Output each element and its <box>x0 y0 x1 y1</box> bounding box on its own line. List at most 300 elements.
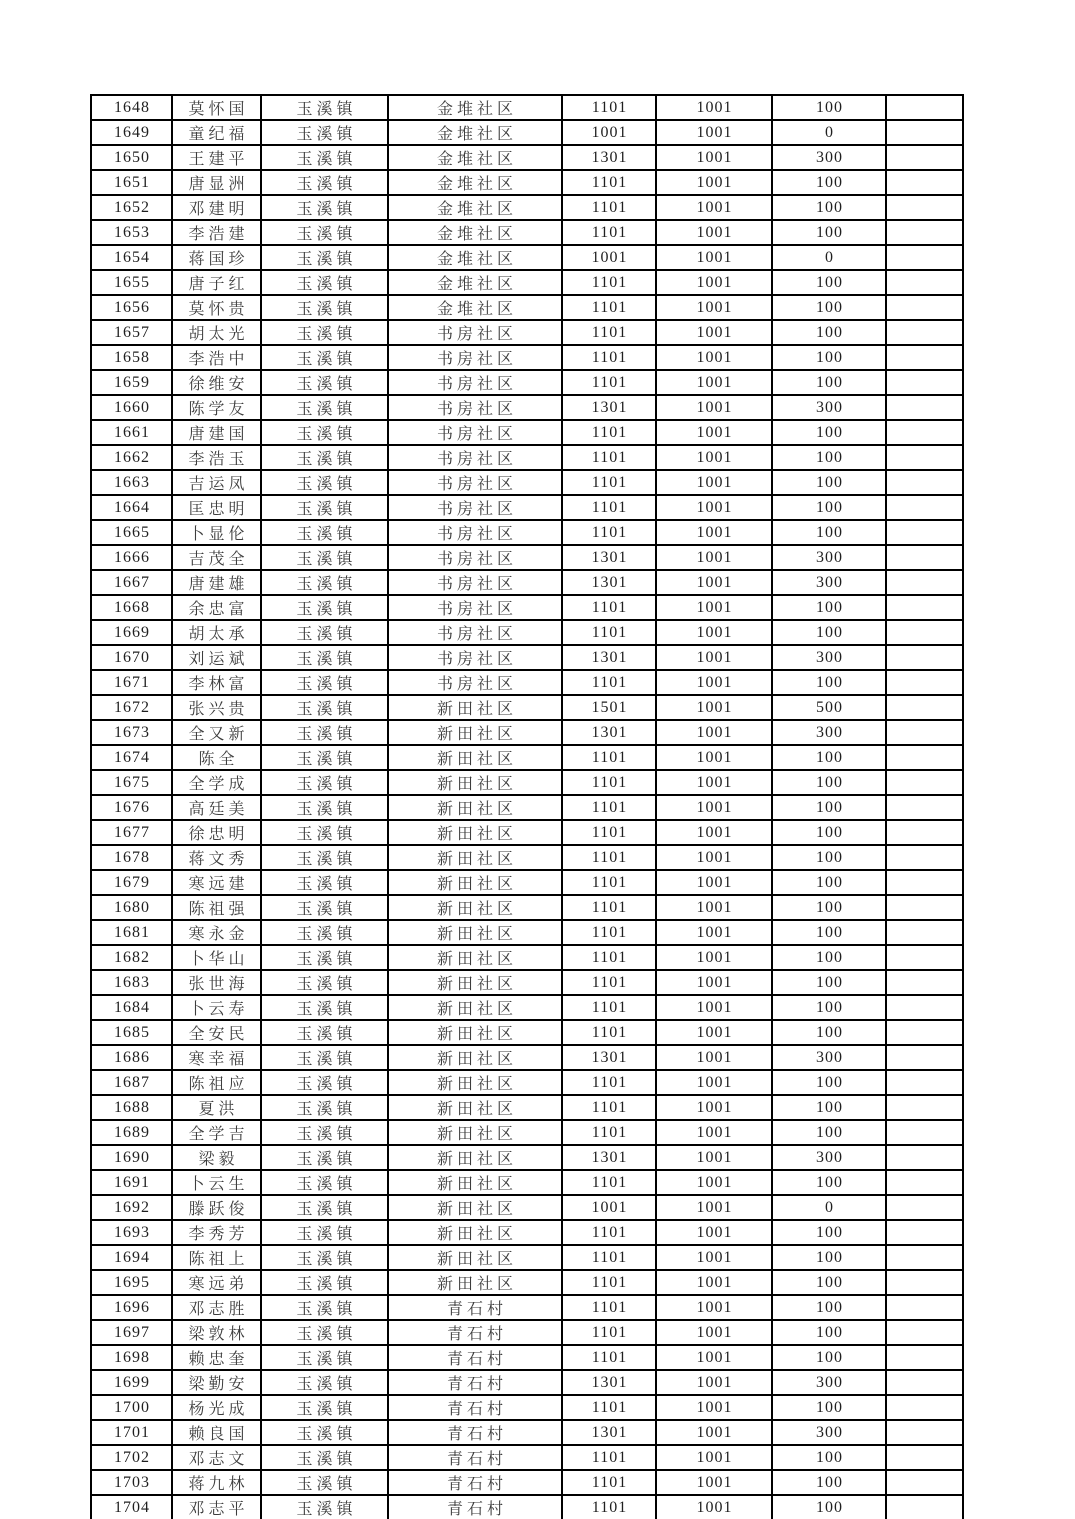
cell-amount-3: 300 <box>772 1370 886 1395</box>
cell-village: 金堆社区 <box>388 120 562 145</box>
table-row <box>91 1420 963 1445</box>
table-row <box>91 770 963 795</box>
cell-amount-3: 100 <box>772 170 886 195</box>
cell-blank <box>886 1245 963 1270</box>
table-row <box>91 595 963 620</box>
cell-person-name: 李浩建 <box>172 220 261 245</box>
cell-town: 玉溪镇 <box>261 1345 388 1370</box>
cell-person-name: 邓建明 <box>172 195 261 220</box>
cell-town: 玉溪镇 <box>261 95 388 120</box>
table-row <box>91 820 963 845</box>
cell-serial-number: 1672 <box>91 695 172 720</box>
cell-person-name: 莫怀国 <box>172 95 261 120</box>
cell-amount-2: 1001 <box>656 1220 772 1245</box>
cell-person-name: 陈祖上 <box>172 1245 261 1270</box>
cell-amount-3: 100 <box>772 820 886 845</box>
cell-town: 玉溪镇 <box>261 795 388 820</box>
cell-person-name: 蒋国珍 <box>172 245 261 270</box>
cell-amount-1: 1101 <box>562 1345 656 1370</box>
cell-amount-1: 1101 <box>562 995 656 1020</box>
cell-amount-2: 1001 <box>656 1095 772 1120</box>
cell-person-name: 夏洪 <box>172 1095 261 1120</box>
cell-amount-1: 1101 <box>562 895 656 920</box>
cell-person-name: 蒋文秀 <box>172 845 261 870</box>
cell-village: 新田社区 <box>388 945 562 970</box>
cell-town: 玉溪镇 <box>261 570 388 595</box>
cell-amount-3: 100 <box>772 1345 886 1370</box>
cell-amount-2: 1001 <box>656 1070 772 1095</box>
cell-amount-3: 100 <box>772 295 886 320</box>
cell-amount-3: 100 <box>772 795 886 820</box>
table-row <box>91 1495 963 1519</box>
cell-village: 金堆社区 <box>388 295 562 320</box>
cell-person-name: 梁敦林 <box>172 1320 261 1345</box>
cell-amount-2: 1001 <box>656 120 772 145</box>
table-row <box>91 970 963 995</box>
cell-amount-2: 1001 <box>656 595 772 620</box>
cell-amount-1: 1301 <box>562 1045 656 1070</box>
cell-serial-number: 1696 <box>91 1295 172 1320</box>
cell-town: 玉溪镇 <box>261 1395 388 1420</box>
cell-blank <box>886 845 963 870</box>
cell-person-name: 寒幸福 <box>172 1045 261 1070</box>
cell-amount-1: 1101 <box>562 1470 656 1495</box>
cell-amount-2: 1001 <box>656 1045 772 1070</box>
cell-person-name: 全学成 <box>172 770 261 795</box>
cell-serial-number: 1699 <box>91 1370 172 1395</box>
cell-blank <box>886 1170 963 1195</box>
cell-serial-number: 1653 <box>91 220 172 245</box>
cell-village: 新田社区 <box>388 1095 562 1120</box>
cell-town: 玉溪镇 <box>261 870 388 895</box>
cell-blank <box>886 1145 963 1170</box>
cell-amount-1: 1101 <box>562 1020 656 1045</box>
cell-serial-number: 1668 <box>91 595 172 620</box>
cell-amount-1: 1101 <box>562 1095 656 1120</box>
table-row <box>91 270 963 295</box>
table-row <box>91 95 963 120</box>
cell-village: 青石村 <box>388 1445 562 1470</box>
cell-amount-3: 0 <box>772 1195 886 1220</box>
cell-person-name: 匡忠明 <box>172 495 261 520</box>
cell-amount-2: 1001 <box>656 1170 772 1195</box>
cell-amount-2: 1001 <box>656 520 772 545</box>
cell-amount-1: 1101 <box>562 95 656 120</box>
cell-amount-2: 1001 <box>656 445 772 470</box>
cell-amount-1: 1101 <box>562 820 656 845</box>
table-row <box>91 570 963 595</box>
cell-amount-1: 1301 <box>562 720 656 745</box>
cell-village: 金堆社区 <box>388 145 562 170</box>
cell-person-name: 莫怀贵 <box>172 295 261 320</box>
cell-village: 新田社区 <box>388 1270 562 1295</box>
cell-amount-2: 1001 <box>656 545 772 570</box>
cell-person-name: 邓志胜 <box>172 1295 261 1320</box>
cell-serial-number: 1677 <box>91 820 172 845</box>
cell-person-name: 寒远弟 <box>172 1270 261 1295</box>
cell-serial-number: 1698 <box>91 1345 172 1370</box>
cell-amount-3: 100 <box>772 95 886 120</box>
cell-town: 玉溪镇 <box>261 1095 388 1120</box>
cell-amount-3: 300 <box>772 1420 886 1445</box>
cell-serial-number: 1663 <box>91 470 172 495</box>
cell-town: 玉溪镇 <box>261 1045 388 1070</box>
cell-town: 玉溪镇 <box>261 220 388 245</box>
cell-town: 玉溪镇 <box>261 820 388 845</box>
cell-amount-1: 1301 <box>562 570 656 595</box>
cell-blank <box>886 1370 963 1395</box>
cell-amount-2: 1001 <box>656 945 772 970</box>
cell-amount-1: 1101 <box>562 195 656 220</box>
cell-town: 玉溪镇 <box>261 295 388 320</box>
cell-amount-3: 100 <box>772 445 886 470</box>
cell-amount-3: 100 <box>772 1170 886 1195</box>
cell-blank <box>886 1020 963 1045</box>
cell-village: 新田社区 <box>388 1070 562 1095</box>
cell-amount-3: 300 <box>772 720 886 745</box>
cell-amount-3: 100 <box>772 495 886 520</box>
cell-village: 金堆社区 <box>388 195 562 220</box>
cell-village: 书房社区 <box>388 645 562 670</box>
cell-amount-2: 1001 <box>656 1495 772 1519</box>
cell-town: 玉溪镇 <box>261 770 388 795</box>
cell-amount-1: 1001 <box>562 1195 656 1220</box>
cell-amount-3: 100 <box>772 220 886 245</box>
cell-amount-3: 100 <box>772 1245 886 1270</box>
cell-serial-number: 1654 <box>91 245 172 270</box>
cell-village: 新田社区 <box>388 1220 562 1245</box>
cell-amount-1: 1101 <box>562 1170 656 1195</box>
cell-town: 玉溪镇 <box>261 845 388 870</box>
cell-serial-number: 1691 <box>91 1170 172 1195</box>
table-row <box>91 695 963 720</box>
cell-serial-number: 1686 <box>91 1045 172 1070</box>
cell-blank <box>886 95 963 120</box>
cell-amount-2: 1001 <box>656 920 772 945</box>
cell-amount-3: 100 <box>772 345 886 370</box>
cell-serial-number: 1657 <box>91 320 172 345</box>
cell-person-name: 张兴贵 <box>172 695 261 720</box>
cell-person-name: 杨光成 <box>172 1395 261 1420</box>
cell-person-name: 吉茂全 <box>172 545 261 570</box>
cell-amount-3: 100 <box>772 1320 886 1345</box>
cell-blank <box>886 870 963 895</box>
cell-person-name: 卜云寿 <box>172 995 261 1020</box>
cell-blank <box>886 270 963 295</box>
cell-amount-2: 1001 <box>656 1020 772 1045</box>
cell-amount-2: 1001 <box>656 195 772 220</box>
cell-amount-2: 1001 <box>656 1370 772 1395</box>
table-row <box>91 745 963 770</box>
cell-person-name: 陈学友 <box>172 395 261 420</box>
cell-amount-3: 100 <box>772 1070 886 1095</box>
cell-village: 新田社区 <box>388 895 562 920</box>
cell-town: 玉溪镇 <box>261 1495 388 1519</box>
cell-amount-1: 1101 <box>562 1220 656 1245</box>
cell-village: 书房社区 <box>388 470 562 495</box>
cell-serial-number: 1692 <box>91 1195 172 1220</box>
cell-amount-1: 1301 <box>562 645 656 670</box>
cell-village: 新田社区 <box>388 995 562 1020</box>
cell-person-name: 刘运斌 <box>172 645 261 670</box>
cell-blank <box>886 1220 963 1245</box>
cell-amount-1: 1001 <box>562 245 656 270</box>
cell-town: 玉溪镇 <box>261 945 388 970</box>
cell-amount-2: 1001 <box>656 320 772 345</box>
cell-serial-number: 1683 <box>91 970 172 995</box>
cell-amount-1: 1101 <box>562 295 656 320</box>
cell-amount-1: 1501 <box>562 695 656 720</box>
table-row <box>91 345 963 370</box>
table-row <box>91 620 963 645</box>
cell-town: 玉溪镇 <box>261 170 388 195</box>
cell-serial-number: 1661 <box>91 420 172 445</box>
cell-amount-1: 1101 <box>562 795 656 820</box>
cell-town: 玉溪镇 <box>261 120 388 145</box>
table-row <box>91 320 963 345</box>
cell-amount-3: 300 <box>772 395 886 420</box>
cell-serial-number: 1650 <box>91 145 172 170</box>
table-row <box>91 495 963 520</box>
cell-blank <box>886 1270 963 1295</box>
cell-town: 玉溪镇 <box>261 1195 388 1220</box>
cell-amount-1: 1101 <box>562 470 656 495</box>
cell-amount-3: 300 <box>772 1045 886 1070</box>
cell-serial-number: 1669 <box>91 620 172 645</box>
cell-amount-1: 1101 <box>562 670 656 695</box>
cell-town: 玉溪镇 <box>261 1170 388 1195</box>
cell-blank <box>886 470 963 495</box>
cell-blank <box>886 195 963 220</box>
table-row <box>91 1220 963 1245</box>
cell-blank <box>886 120 963 145</box>
cell-person-name: 卜显伦 <box>172 520 261 545</box>
cell-town: 玉溪镇 <box>261 320 388 345</box>
cell-amount-2: 1001 <box>656 145 772 170</box>
cell-blank <box>886 670 963 695</box>
cell-serial-number: 1693 <box>91 1220 172 1245</box>
cell-town: 玉溪镇 <box>261 970 388 995</box>
cell-person-name: 梁勤安 <box>172 1370 261 1395</box>
cell-town: 玉溪镇 <box>261 1370 388 1395</box>
cell-town: 玉溪镇 <box>261 595 388 620</box>
cell-person-name: 梁毅 <box>172 1145 261 1170</box>
cell-blank <box>886 1470 963 1495</box>
cell-blank <box>886 570 963 595</box>
cell-amount-3: 100 <box>772 770 886 795</box>
cell-town: 玉溪镇 <box>261 995 388 1020</box>
table-row <box>91 245 963 270</box>
cell-amount-3: 100 <box>772 520 886 545</box>
cell-town: 玉溪镇 <box>261 520 388 545</box>
cell-blank <box>886 520 963 545</box>
cell-town: 玉溪镇 <box>261 545 388 570</box>
cell-blank <box>886 395 963 420</box>
cell-amount-2: 1001 <box>656 295 772 320</box>
cell-amount-1: 1001 <box>562 120 656 145</box>
cell-town: 玉溪镇 <box>261 245 388 270</box>
cell-town: 玉溪镇 <box>261 1220 388 1245</box>
cell-amount-1: 1101 <box>562 1495 656 1519</box>
cell-serial-number: 1695 <box>91 1270 172 1295</box>
cell-village: 书房社区 <box>388 345 562 370</box>
cell-amount-1: 1101 <box>562 370 656 395</box>
cell-serial-number: 1670 <box>91 645 172 670</box>
cell-amount-3: 100 <box>772 620 886 645</box>
cell-amount-2: 1001 <box>656 570 772 595</box>
cell-town: 玉溪镇 <box>261 270 388 295</box>
cell-amount-1: 1101 <box>562 445 656 470</box>
cell-amount-3: 100 <box>772 1495 886 1519</box>
cell-amount-2: 1001 <box>656 670 772 695</box>
cell-amount-2: 1001 <box>656 770 772 795</box>
cell-amount-2: 1001 <box>656 1320 772 1345</box>
cell-person-name: 徐维安 <box>172 370 261 395</box>
cell-person-name: 吉运凤 <box>172 470 261 495</box>
cell-person-name: 李浩玉 <box>172 445 261 470</box>
cell-serial-number: 1658 <box>91 345 172 370</box>
cell-person-name: 胡太光 <box>172 320 261 345</box>
cell-person-name: 唐建国 <box>172 420 261 445</box>
cell-amount-3: 100 <box>772 320 886 345</box>
table-row <box>91 920 963 945</box>
cell-blank <box>886 745 963 770</box>
cell-amount-1: 1101 <box>562 345 656 370</box>
cell-blank <box>886 595 963 620</box>
cell-amount-3: 0 <box>772 245 886 270</box>
cell-blank <box>886 145 963 170</box>
cell-blank <box>886 1095 963 1120</box>
table-row <box>91 720 963 745</box>
table-row <box>91 945 963 970</box>
cell-amount-3: 100 <box>772 470 886 495</box>
cell-serial-number: 1684 <box>91 995 172 1020</box>
cell-serial-number: 1655 <box>91 270 172 295</box>
cell-village: 书房社区 <box>388 495 562 520</box>
table-row <box>91 1345 963 1370</box>
cell-blank <box>886 1195 963 1220</box>
table-row <box>91 295 963 320</box>
cell-serial-number: 1679 <box>91 870 172 895</box>
cell-village: 新田社区 <box>388 1045 562 1070</box>
cell-amount-1: 1301 <box>562 1370 656 1395</box>
cell-person-name: 胡太承 <box>172 620 261 645</box>
cell-blank <box>886 1045 963 1070</box>
cell-village: 书房社区 <box>388 395 562 420</box>
cell-serial-number: 1676 <box>91 795 172 820</box>
cell-person-name: 高廷美 <box>172 795 261 820</box>
cell-amount-2: 1001 <box>656 620 772 645</box>
cell-amount-1: 1101 <box>562 1070 656 1095</box>
cell-amount-1: 1101 <box>562 745 656 770</box>
cell-amount-1: 1101 <box>562 270 656 295</box>
table-row <box>91 1270 963 1295</box>
cell-village: 青石村 <box>388 1395 562 1420</box>
cell-village: 新田社区 <box>388 1145 562 1170</box>
cell-village: 书房社区 <box>388 520 562 545</box>
table-row <box>91 1395 963 1420</box>
cell-village: 青石村 <box>388 1495 562 1519</box>
roster-table <box>90 94 964 1519</box>
table-row <box>91 1070 963 1095</box>
cell-village: 青石村 <box>388 1470 562 1495</box>
cell-amount-2: 1001 <box>656 1470 772 1495</box>
cell-amount-1: 1101 <box>562 920 656 945</box>
cell-person-name: 唐子红 <box>172 270 261 295</box>
cell-amount-2: 1001 <box>656 245 772 270</box>
cell-amount-2: 1001 <box>656 220 772 245</box>
cell-town: 玉溪镇 <box>261 1245 388 1270</box>
cell-village: 青石村 <box>388 1320 562 1345</box>
cell-blank <box>886 1495 963 1519</box>
cell-amount-1: 1101 <box>562 420 656 445</box>
cell-blank <box>886 995 963 1020</box>
cell-blank <box>886 345 963 370</box>
cell-amount-2: 1001 <box>656 420 772 445</box>
cell-blank <box>886 495 963 520</box>
cell-amount-2: 1001 <box>656 870 772 895</box>
cell-serial-number: 1687 <box>91 1070 172 1095</box>
cell-serial-number: 1671 <box>91 670 172 695</box>
cell-amount-1: 1101 <box>562 620 656 645</box>
cell-blank <box>886 695 963 720</box>
cell-person-name: 童纪福 <box>172 120 261 145</box>
cell-amount-1: 1101 <box>562 1445 656 1470</box>
cell-amount-3: 100 <box>772 845 886 870</box>
cell-village: 书房社区 <box>388 420 562 445</box>
cell-amount-2: 1001 <box>656 720 772 745</box>
cell-serial-number: 1690 <box>91 1145 172 1170</box>
table-row <box>91 195 963 220</box>
cell-village: 书房社区 <box>388 670 562 695</box>
cell-person-name: 唐建雄 <box>172 570 261 595</box>
cell-amount-2: 1001 <box>656 845 772 870</box>
cell-amount-3: 300 <box>772 1145 886 1170</box>
cell-amount-3: 100 <box>772 595 886 620</box>
cell-person-name: 寒远建 <box>172 870 261 895</box>
cell-amount-1: 1301 <box>562 545 656 570</box>
table-row <box>91 470 963 495</box>
roster-table-body <box>91 95 963 1519</box>
cell-blank <box>886 920 963 945</box>
cell-blank <box>886 170 963 195</box>
cell-village: 青石村 <box>388 1345 562 1370</box>
cell-serial-number: 1678 <box>91 845 172 870</box>
table-row <box>91 1095 963 1120</box>
cell-town: 玉溪镇 <box>261 395 388 420</box>
cell-blank <box>886 945 963 970</box>
cell-blank <box>886 645 963 670</box>
cell-amount-2: 1001 <box>656 1395 772 1420</box>
cell-amount-2: 1001 <box>656 820 772 845</box>
cell-village: 新田社区 <box>388 845 562 870</box>
cell-serial-number: 1651 <box>91 170 172 195</box>
cell-amount-2: 1001 <box>656 470 772 495</box>
cell-village: 新田社区 <box>388 795 562 820</box>
cell-amount-2: 1001 <box>656 170 772 195</box>
table-row <box>91 795 963 820</box>
cell-village: 新田社区 <box>388 1195 562 1220</box>
cell-serial-number: 1664 <box>91 495 172 520</box>
cell-amount-2: 1001 <box>656 395 772 420</box>
cell-town: 玉溪镇 <box>261 1295 388 1320</box>
cell-person-name: 卜华山 <box>172 945 261 970</box>
cell-blank <box>886 1445 963 1470</box>
cell-amount-1: 1101 <box>562 1320 656 1345</box>
cell-person-name: 寒永金 <box>172 920 261 945</box>
cell-blank <box>886 1120 963 1145</box>
cell-person-name: 邓志文 <box>172 1445 261 1470</box>
